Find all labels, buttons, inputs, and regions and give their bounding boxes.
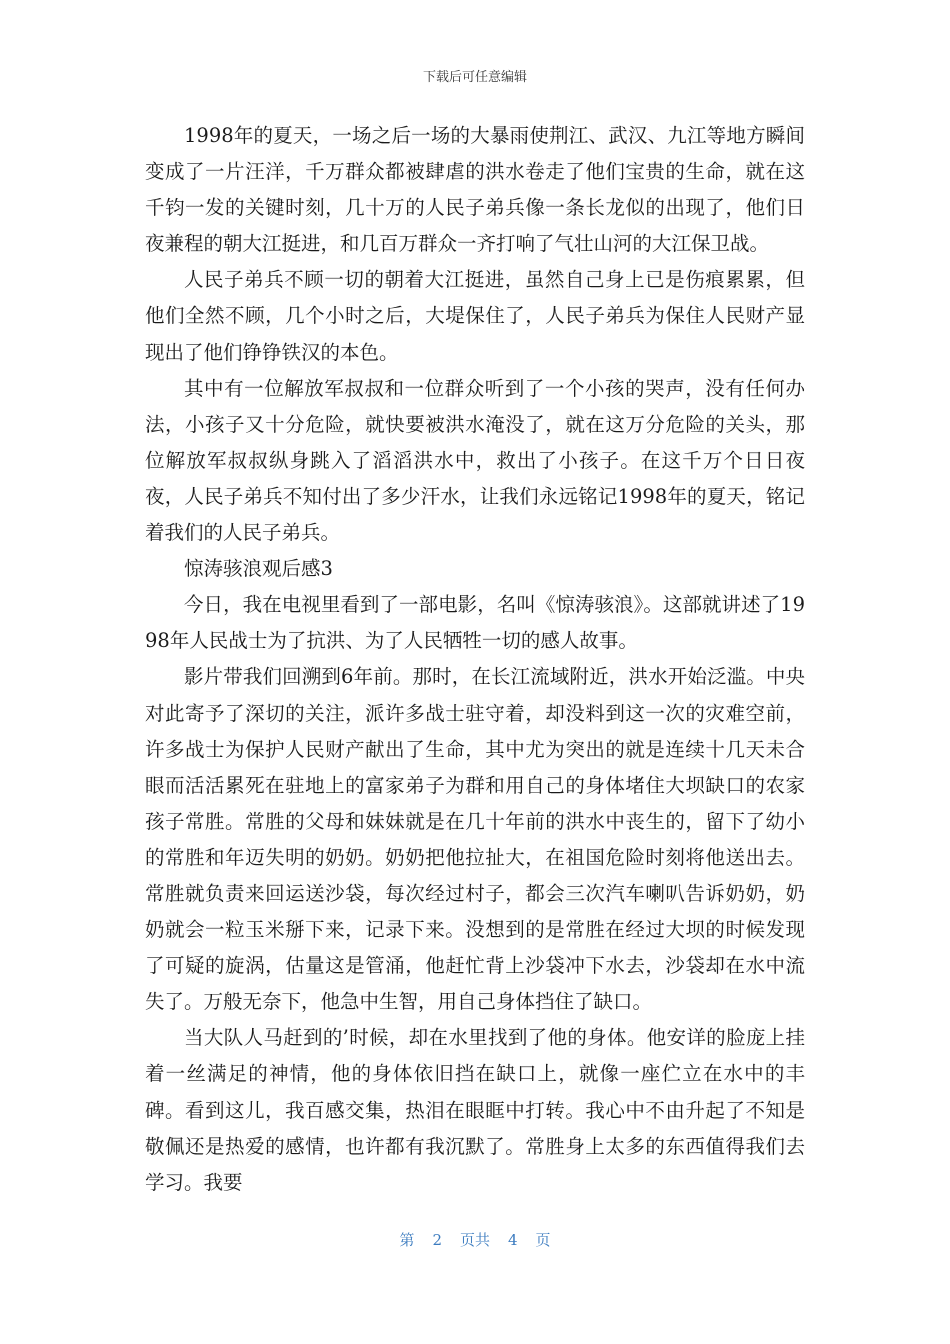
paragraph-2: 人民子弟兵不顾一切的朝着大江挺进，虽然自己身上已是伤痕累累，但他们全然不顾，几个小时之后，大堤保住了，人民子弟兵为保住人民财产显现出了他们铮铮铁汉的本色。	[145, 268, 805, 364]
footer-total-pages: 4	[508, 1231, 518, 1249]
paragraph-6: 当大队人马赶到的’时候，却在水里找到了他的身体。他安详的脸庞上挂着一丝满足的神情，他的身体依旧挡在缺口上，就像一座伫立在水中的丰碑。看到这儿，我百感交集，热泪在眼眶中打转。我心中不由升起了不知是敬佩还是热爱的感情，也许都有我沉默了。常胜身上太多的东西值得我们去学习。我要	[145, 1026, 805, 1194]
paragraph-4: 今日，我在电视里看到了一部电影，名叫《惊涛骇浪》。这部就讲述了1998年人民战士为了抗洪、为了人民牺牲一切的感人故事。	[145, 593, 805, 653]
section-heading: 惊涛骇浪观后感3	[184, 557, 333, 581]
page-header: 下载后可任意编辑	[422, 70, 527, 85]
document-body	[145, 118, 805, 1201]
page-number-footer	[0, 1229, 950, 1250]
footer-current-page: 2	[432, 1231, 442, 1249]
paragraph-1: 1998年的夏天，一场之后一场的大暴雨使荆江、武汉、九江等地方瞬间变成了一片汪洋，千万群众都被肆虐的洪水卷走了他们宝贵的生命，就在这千钧一发的关键时刻，几十万的人民子弟兵像一条长龙似的出现了，他们日夜兼程的朝大江挺进，和几百万群众一齐打响了气壮山河的大江保卫战。	[145, 124, 805, 256]
paragraph-5: 影片带我们回溯到6年前。那时，在长江流域附近，洪水开始泛滥。中央对此寄予了深切的关注，派许多战士驻守着，却没料到这一次的灾难空前，许多战士为保护人民财产献出了生命，其中尤为突出的就是连续十几天未合眼而活活累死在驻地上的富家弟子为群和用自己的身体堵住大坝缺口的农家孩子常胜。常胜的父母和妹妹就是在几十年前的洪水中丧生的，留下了幼小的常胜和年迈失明的奶奶。奶奶把他拉扯大，在祖国危险时刻将他送出去。常胜就负责来回运送沙袋，每次经过村子，都会三次汽车喇叭告诉奶奶，奶奶就会一粒玉米掰下来，记录下来。没想到的是常胜在经过大坝的时候发现了可疑的旋涡，估量这是管涌，他赶忙背上沙袋冲下水去，沙袋却在水中流失了。万般无奈下，他急中生智，用自己身体挡住了缺口。	[145, 665, 805, 1014]
paragraph-3: 其中有一位解放军叔叔和一位群众听到了一个小孩的哭声，没有任何办法，小孩子又十分危险，就快要被洪水淹没了，就在这万分危险的关头，那位解放军叔叔纵身跳入了滔滔洪水中，救出了小孩子。在这千万个日日夜夜，人民子弟兵不知付出了多少汗水，让我们永远铭记1998年的夏天，铭记着我们的人民子弟兵。	[145, 376, 805, 545]
footer-prefix: 第	[399, 1231, 415, 1249]
footer-suffix: 页	[535, 1231, 551, 1249]
footer-middle: 页共	[459, 1231, 490, 1249]
